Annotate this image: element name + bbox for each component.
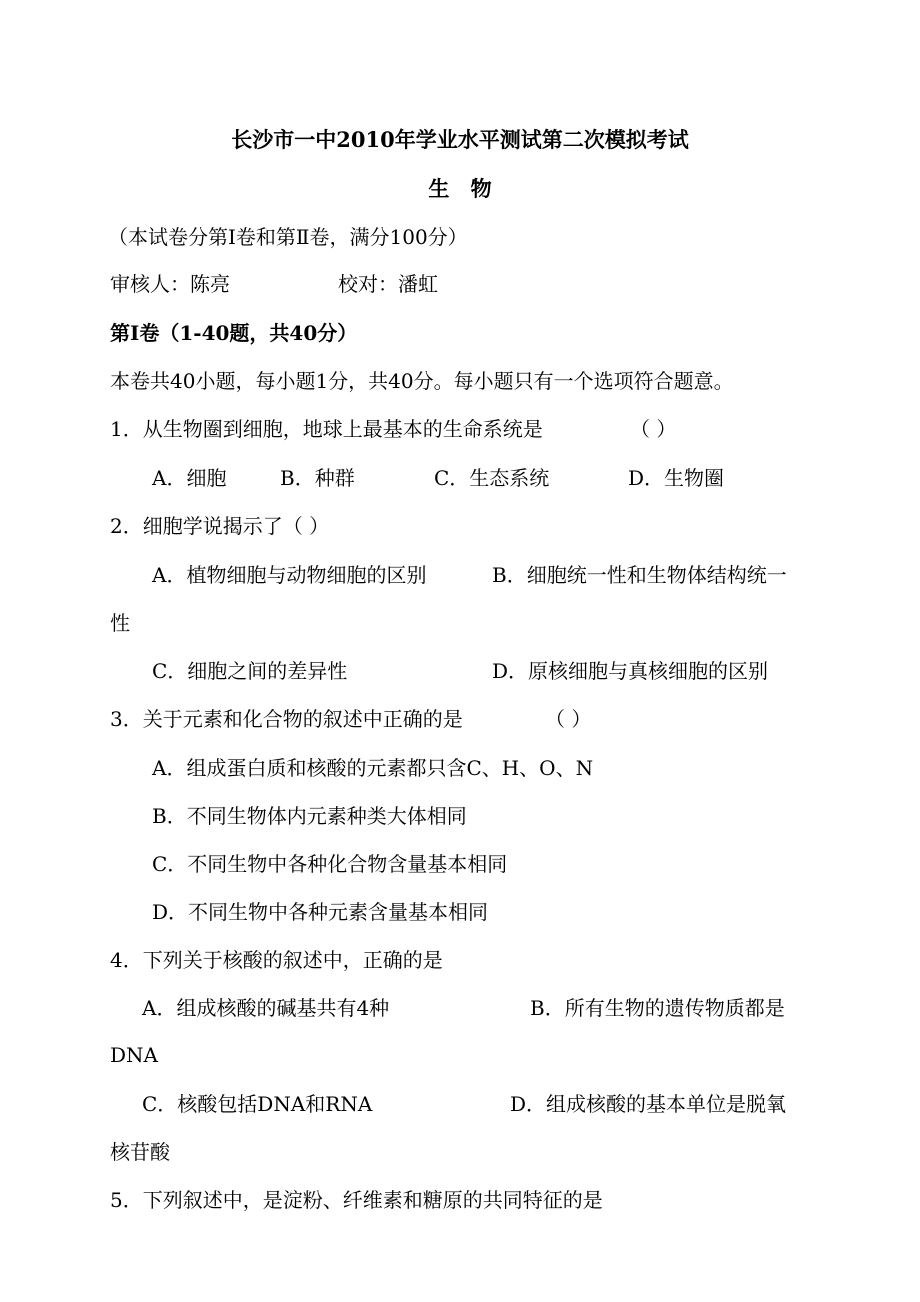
question-5-stem: 5．下列叙述中，是淀粉、纤维素和糖原的共同特征的是 [110, 1188, 603, 1212]
question-4-option-b: B．所有生物的遗传物质都是 [530, 996, 785, 1020]
question-4-option-d: D．组成核酸的基本单位是脱氧 [510, 1092, 787, 1116]
subject-title: 生 物 [428, 176, 492, 201]
question-2-option-a: A．植物细胞与动物细胞的区别 [152, 563, 427, 587]
exam-note: （本试卷分第Ⅰ卷和第Ⅱ卷，满分100分） [108, 225, 468, 249]
question-2-stem: 2．细胞学说揭示了（ ） [110, 514, 330, 538]
question-1-stem: 1．从生物圈到细胞，地球上最基本的生命系统是 [110, 417, 543, 441]
exam-title: 长沙市一中2010年学业水平测试第二次模拟考试 [231, 127, 689, 152]
question-1-option-d: D．生物圈 [628, 466, 725, 490]
question-3-bracket: （ ） [545, 707, 592, 731]
question-3-option-d: D．不同生物中各种元素含量基本相同 [152, 900, 489, 924]
question-2-option-b-wrap: 性 [110, 611, 130, 635]
question-3-option-a: A．组成蛋白质和核酸的元素都只含C、H、O、N [152, 756, 594, 780]
question-1-option-c: C．生态系统 [434, 466, 550, 490]
question-2-option-c: C．细胞之间的差异性 [152, 659, 348, 683]
question-4-stem: 4．下列关于核酸的叙述中，正确的是 [110, 948, 443, 972]
question-4-option-d-wrap: 核苷酸 [110, 1140, 170, 1164]
question-1-bracket: （ ） [630, 417, 677, 441]
question-3-stem: 3．关于元素和化合物的叙述中正确的是 [110, 707, 463, 731]
question-2-option-b: B．细胞统一性和生物体结构统一 [492, 563, 787, 587]
question-2-option-d: D．原核细胞与真核细胞的区别 [492, 659, 769, 683]
section-instructions: 本卷共40小题，每小题1分，共40分。每小题只有一个选项符合题意。 [110, 369, 734, 393]
proofreader: 校对：潘虹 [338, 272, 438, 296]
question-3-option-b: B．不同生物体内元素种类大体相同 [152, 804, 467, 828]
question-1-option-b: B．种群 [280, 466, 355, 490]
question-4-option-c: C．核酸包括DNA和RNA [142, 1092, 373, 1116]
question-4-option-a: A．组成核酸的碱基共有4种 [142, 996, 390, 1020]
reviewer: 审核人：陈亮 [110, 272, 230, 296]
question-1-option-a: A．细胞 [152, 466, 227, 490]
section-heading: 第Ⅰ卷（1-40题，共40分） [110, 321, 358, 345]
question-4-option-b-wrap: DNA [110, 1043, 158, 1067]
question-3-option-c: C．不同生物中各种化合物含量基本相同 [152, 852, 508, 876]
